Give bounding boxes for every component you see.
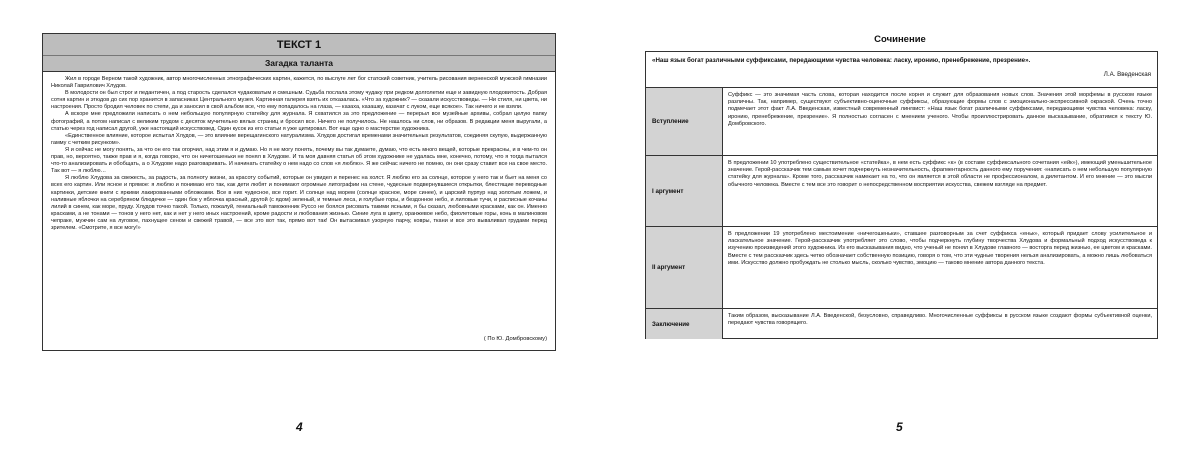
reading-text-box xyxy=(42,33,556,351)
quote-author: Л.А. Введенская xyxy=(1103,71,1151,78)
row-text: В предложении 10 употреблено существительное «статейка», в нем есть суффикс «к» (в составе суффиксального сочетания «ейк»), имеющий уменьшительное значение. Герой-рассказчик тем самым хочет подчеркнуть незначительность, фрагментарность данного ему поручения: «написать о нем небольшую популярную статейку для журнала». Кроме того, рассказчик намекает на то, что он является в этой области не профессионалом, а дилетантом. И его мнение — это мысли обычного человека. Вместе с тем все это говорит о непосредственном восприятии искусства, свежем взгляде на предмет. xyxy=(728,160,1152,188)
quote-block xyxy=(646,52,1157,88)
row-text: Таким образом, высказывание Л.А. Введенской, безусловно, справедливо. Многочисленные суффиксы в русском языке создают формы субъективной оценки, передают чувства говорящего. xyxy=(728,313,1152,327)
right-page xyxy=(600,0,1200,462)
row-label: I аргумент xyxy=(646,156,723,226)
essay-row-argument-1 xyxy=(646,156,1157,227)
essay-heading: Сочинение xyxy=(874,34,926,45)
essay-table xyxy=(645,51,1158,339)
text-body xyxy=(43,72,555,232)
page-number: 4 xyxy=(296,420,303,434)
row-text: В предложении 19 употреблено местоимение «ничегошеньки», ставшее разговорным за счет суффикса «еньк», который придает слову усилительное и ласкательное значение. Герой-рассказчик употребляет это слово, чтобы подчеркнуть глубину творчества Хлудова и формальный подход искусствоведа к изучению произведений этого художника. Из его высказывания видно, что ученый не понял в Хлудове главного — восторга перед жизнью, ее цветом и красками. Вместе с тем рассказчик здесь четко обозначает собственную позицию, говоря о том, что эти чудные творения нельзя анализировать, а можно лишь любоваться ими. Искусство должно пробуждать не столько мысль, сколько чувство, эмоцию — таково мнение автора данного текста. xyxy=(728,231,1152,266)
quote-text: «Наш язык богат различными суффиксами, передающими чувства человека: ласку, иронию, пренебрежение, презрение». xyxy=(652,57,1031,64)
paragraph: А вскоре мне предложили написать о нем небольшую популярную статейку для журнала. Я схватился за это предложение — перерыл все музейные архивы, собрал целую папку фотографий, а потом написал с великим трудом с десяток мучительно вялых страниц и бросил все. Ничего не получилось. Не нашлось ни слов, ни образов. В редакции меня выругали, а статью через год написал другой, уже настоящий искусствовед. Один кусок из его статьи я уже цитировал. Вот еще одно о мастерстве художника. xyxy=(51,111,547,132)
paragraph: Я и сейчас не могу понять, за что он его так огорчил, над этим я и думаю. Но я не могу понять, почему вы так думаете, думаю, что есть много вещей, которые прекрасны, и в чем-то он прав, но, вероятно, также прав и я, когда говорю, что он ничегошеньки не понял в Хлудове. И та моя давняя статья об этом художнике не удалась мне, конечно, потому, что я тогда пытался что-то анализировать и обобщать, а о Хлудове надо разговаривать. И начинать статейку о нем надо со слов «я люблю». Я же сейчас ничего не помню, он они сразу ставит все на свое место. Так вот — я люблю… xyxy=(51,146,547,175)
row-label: Заключение xyxy=(646,309,723,339)
essay-row-intro xyxy=(646,88,1157,156)
row-text: Суффикс — это значимая часть слова, которая находится после корня и служит для образования новых слов. Значения этой морфемы в русском языке различны. Так, например, существуют субъективно-оценочные суффиксы, образующие формы слов с эмоционально-экспрессивной окраской. Очень точно подмечает этот факт Л.А. Введенская, известный современный лингвист: «Наш язык богат различными суффиксами, передающими чувства человека: ласку, иронию, пренебрежение, презрение». Я полностью согласен с мнением ученого. Чтобы проиллюстрировать данное высказывание, обратимся к тексту Ю. Домбровского. xyxy=(728,92,1152,127)
page-number: 5 xyxy=(896,420,903,434)
row-label: II аргумент xyxy=(646,227,723,308)
text-title: Загадка таланта xyxy=(43,55,555,71)
paragraph: В молодости он был строг и педантичен, а под старость сделался чудаковатым и смешным. Судьба послала этому чудаку при редком долголетии еще и завидную плодовитость. Добрая сотня картин и этюдов до сих пор хранится в запасниках Центрального музея. Картинная галерея взять их отказалась. «Что за художник? — сказали искусствоведы. — Ни стиля, ни цвета, ни настроения. Просто бродил человек по степи, да и заносил в свой альбом все, что ему попадалось на глаза, — казаха, казашку, казачат с луком, еще всякое». Так ничего и не взяли. xyxy=(51,90,547,111)
paragraph: Я люблю Хлудова за свежесть, за радость, за полноту жизни, за красоту событий, которые он увидел и перенес на холст. Я люблю его за солнце, которое у него так и бьет на меня со всех его картин. Или ясное и прямое: я люблю и понимаю его так, как дети любят и понимают огромные литографии на стене, чудесные подвернувшиеся открытки, блестящие переводные картинки, детские книги с яркими лакированными обложками. Все в них чудесное, все горит. И солнце над морем (солнце красное, море синее), и царский пурпур над золотым ложем, и наливные яблочки на серебряном блюдечке — один бок у яблочка красный, другой (с ядом) зеленый, и темные леса, и голубые горы, и бездонное небо, и лиловые тучи, и расписные кочаны лилий в синем, как море, пруду. Хлудов точно такой. Только, пожалуй, гениальный таможенник Руссо не боялся рисовать такими ясными, я бы сказал, любовными красками, как он. Именно красками, а не тонами — тонов у него нет, как и нет у него иных настроений, кроме радости и любования жизнью. Синие луга в цвету, оранжевое небо, фиолетовые горы, конь в малиновом чепраке, мужчин сам на луговое, пахнущее сеном и свежей травой, — все это вот так, прямо вот так! Он вытаскивал узорную парчу, ковры, ткани и все это вываливал грудами перед зрителем. «Смотрите, я все могу!» xyxy=(51,175,547,231)
text-label: ТЕКСТ 1 xyxy=(276,39,322,51)
essay-row-argument-2 xyxy=(646,227,1157,309)
text-source: ( По Ю. Домбровскому) xyxy=(483,336,547,342)
paragraph: «Единственное влияние, которое испытал Хлудов, — это влияние верещагинского натурализма. Хлудов достигал временами значительных результатов, соединяя скупую, выдержанную гамму с четким рисунком». xyxy=(51,132,547,146)
paragraph: Жил в городе Верном такой художник, автор многочисленных этнографических картин, кажется, по выслуге лет бог статский советник, учитель рисования верненской мужской гимназии Николай Гаврилович Хлудов. xyxy=(51,76,547,90)
row-label: Вступление xyxy=(646,88,723,155)
essay-row-conclusion xyxy=(646,309,1157,339)
text-header xyxy=(43,34,555,72)
